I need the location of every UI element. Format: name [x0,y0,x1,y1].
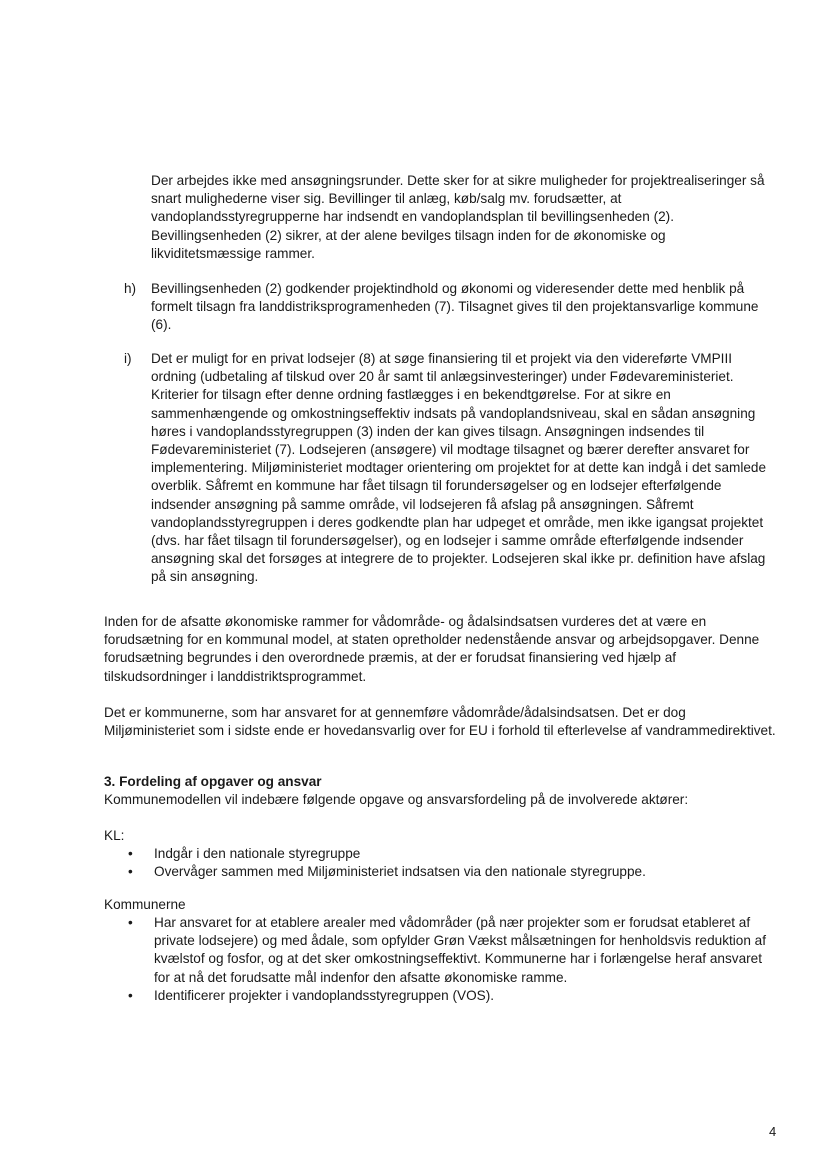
kommunerne-label: Kommunerne [104,897,186,912]
item-h-text: Bevillingsenheden (2) godkender projektindhold og økonomi og videresender dette med henblik på formelt tilsagn fra landdistriksprogramenheden (7). Tilsagnet gives til den projektansvarlige kommune (6). [151,281,759,333]
bullet-icon: • [128,846,133,861]
list-item-text: Har ansvaret for at etablere arealer med vådområder (på nær projekter som er forudsat etableret af private lodsejere) og med ådale, som opfylder Grøn Vækst målsætningen for henholdsvis reduktion af kvælstof og fosfor, og at det sker omkostningseffektivt. Kommunerne har i forlængelse heraf ansvaret for at nå det forudsatte mål indenfor den afsatte økonomiske ramme. [154,915,767,985]
list-item-text: Overvåger sammen med Miljøministeriet indsatsen via den nationale styregruppe. [154,864,646,880]
list-item [104,914,776,987]
kl-label: KL: [104,828,125,843]
page-number: 4 [769,1124,777,1139]
list-item-text: Identificerer projekter i vandoplandsstyregruppen (VOS). [154,987,495,1003]
continuation-paragraph: Der arbejdes ikke med ansøgningsrunder. Dette sker for at sikre muligheder for projektrealiseringer så snart mulighederne viser sig. Bevillinger til anlæg, køb/salg mv. forudsætter, at vandoplandsstyregrupperne har indsendt en vandoplandsplan til bevillingsenheden (2). Bevillingsenheden (2) sikrer, at der alene bevilges tilsagn inden for de økonomiske og likviditetsmæssige rammer. [151,173,765,261]
section-3-heading: 3. Fordeling af opgaver og ansvar [104,774,322,789]
list-item-text: Indgår i den nationale styregruppe [154,846,361,861]
list-item [104,987,776,1005]
responsibility-paragraph: Det er kommunerne, som har ansvaret for at gennemføre vådområde/ådalsindsatsen. Det er dog Miljøministeriet som i sidste ende er hovedansvarlig over for EU i forhold til efterlevelse af vandrammedirektivet. [104,705,776,739]
section-3-intro: Kommunemodellen vil indebære følgende opgave og ansvarsfordeling på de involverede aktører: [104,792,689,807]
bullet-icon: • [128,864,133,880]
list-item [104,845,776,863]
kommunerne-bullet-list [104,914,776,1005]
item-h-marker: h) [124,281,137,296]
kl-bullet-list [104,845,776,881]
item-i-marker: i) [124,351,132,366]
list-item [104,863,776,881]
economy-paragraph: Inden for de afsatte økonomiske rammer for vådområde- og ådalsindsatsen vurderes det at være en forudsætning for en kommunal model, at staten opretholder nedenstående ansvar og arbejdsopgaver. Denne forudsætning begrundes i den overordnede præmis, at der er forudsat finansiering ved hjælp af tilskudsordninger i landdistriktsprogrammet. [104,614,760,684]
bullet-icon: • [128,915,133,930]
item-i-text: Det er muligt for en privat lodsejer (8) at søge finansiering til et projekt via den videreførte VMPIII ordning (udbetaling af tilskud over 20 år samt til anlægsinvesteringer) under Fødevareministeriet. Kriterier for tilsagn efter denne ordning fastlægges i en bekendtgørelse. For at sikre en sammenhængende og omkostningseffektiv indsats på vandoplandsniveau, skal en sådan ansøgning høres i vandoplandsstyregruppen (3) inden der kan gives tilsagn. Ansøgningen indsendes til Fødevareministeriet (7). Lodsejeren (ansøgere) vil modtage tilsagnet og bærer derefter ansvaret for implementering. Miljøministeriet modtager orientering om projektet for at dette kan indgå i det samlede overblik. Såfremt en kommune har fået tilsagn til forundersøgelser og en lodsejer efterfølgende indsender ansøgning på samme område, vil lodsejeren få afslag på ansøgningen. Såfremt vandoplandsstyregruppen i deres godkendte plan har udpeget et område, men ikke igangsat projektet (dvs. har fået tilsagn til forundersøgelser), og en lodsejer i samme område efterfølgende indsender ansøgning skal det forsøges at integrere de to projekter. Lodsejeren skal ikke pr. definition have afslag på sin ansøgning. [151,351,767,585]
bullet-icon: • [128,987,133,1003]
